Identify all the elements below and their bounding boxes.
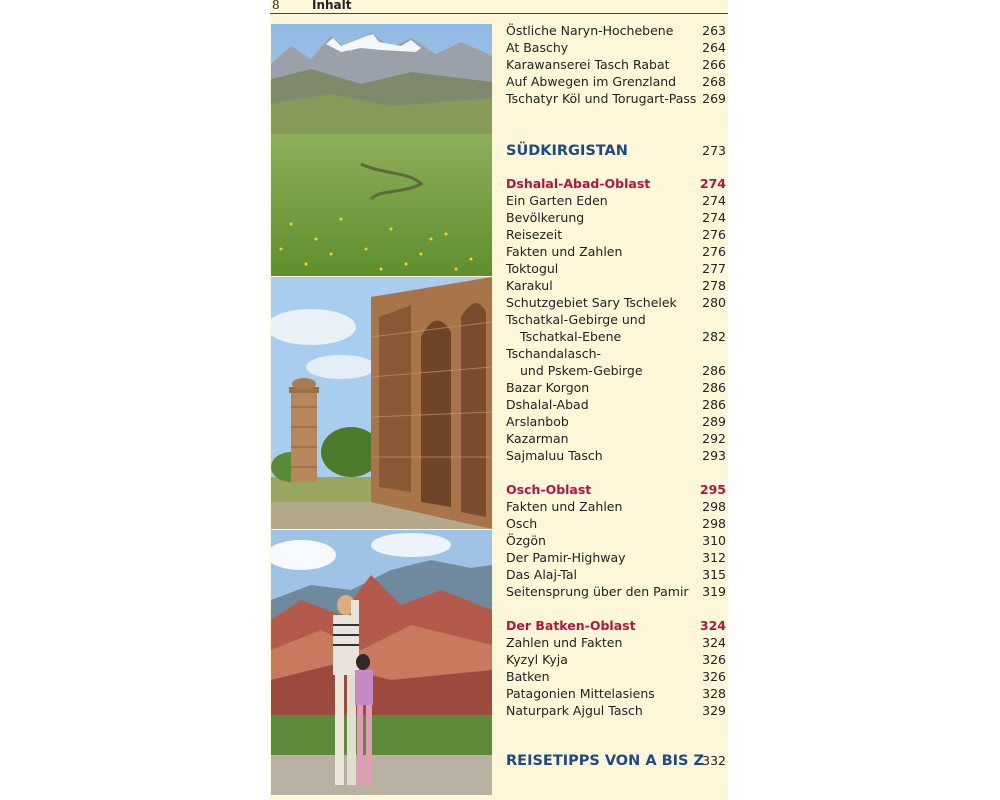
toc-entry <box>506 277 726 294</box>
mountain-valley-photo <box>271 24 492 276</box>
toc-entry <box>506 566 726 583</box>
toc-title: Der Batken-Oblast <box>506 618 636 633</box>
toc-title: SÜDKIRGISTAN <box>506 143 628 159</box>
toc-title: Fakten und Zahlen <box>506 244 623 259</box>
toc-page-number: 274 <box>699 176 726 191</box>
toc-page-number: 274 <box>702 210 726 225</box>
toc-entry <box>506 260 726 277</box>
toc-title: Reisezeit <box>506 227 563 242</box>
toc-entry <box>506 702 726 719</box>
toc-title: und Pskem-Gebirge <box>520 363 643 378</box>
toc-title: Auf Abwegen im Grenzland <box>506 74 677 89</box>
toc-subsection <box>506 481 726 498</box>
tower-and-caravanserai-photo <box>271 277 492 529</box>
page-header-title: Inhalt <box>312 0 352 12</box>
toc-entry <box>506 549 726 566</box>
toc-entry <box>506 396 726 413</box>
toc-page-number: 266 <box>702 57 726 72</box>
toc-page-number: 326 <box>702 669 726 684</box>
toc-title: Tschatkal-Gebirge und <box>506 312 646 327</box>
toc-page-number: 292 <box>702 431 726 446</box>
toc-entry <box>506 311 726 328</box>
toc-page-number: 280 <box>702 295 726 310</box>
toc-page-number: 273 <box>702 143 726 158</box>
toc-page-number: 277 <box>702 261 726 276</box>
toc-entry <box>506 243 726 260</box>
toc-page-number: 274 <box>702 193 726 208</box>
toc-entry <box>506 226 726 243</box>
toc-title: Zahlen und Fakten <box>506 635 623 650</box>
toc-subsection <box>506 617 726 634</box>
red-mountains-hikers-photo <box>271 530 492 795</box>
toc-entry <box>506 39 726 56</box>
toc-page-number: 295 <box>699 482 726 497</box>
toc-title: Patagonien Mittelasiens <box>506 686 655 701</box>
toc-page-number: 310 <box>702 533 726 548</box>
toc-page-number: 286 <box>702 363 726 378</box>
toc-title: Karakul <box>506 278 553 293</box>
toc-entry <box>506 73 726 90</box>
toc-entry <box>506 515 726 532</box>
toc-entry <box>506 192 726 209</box>
toc-page-number: 319 <box>702 584 726 599</box>
toc-page-number: 329 <box>702 703 726 718</box>
toc-section <box>506 751 726 771</box>
toc-entry <box>506 362 726 379</box>
toc-entry <box>506 668 726 685</box>
toc-title: Sajmaluu Tasch <box>506 448 603 463</box>
toc-page-number: 298 <box>702 516 726 531</box>
toc-title: Ein Garten Eden <box>506 193 608 208</box>
toc-title: Tschatkal-Ebene <box>520 329 622 344</box>
toc-page-number: 276 <box>702 227 726 242</box>
toc-title: REISETIPPS VON A BIS Z <box>506 753 705 769</box>
toc-title: Schutzgebiet Sary Tschelek <box>506 295 677 310</box>
toc-page-number: 293 <box>702 448 726 463</box>
toc-entry <box>506 56 726 73</box>
page-header <box>270 0 728 14</box>
toc-entry <box>506 345 726 362</box>
toc-title: Seitensprung über den Pamir <box>506 584 689 599</box>
toc-title: Das Alaj-Tal <box>506 567 577 582</box>
toc-page-number: 286 <box>702 397 726 412</box>
toc-title: Dshalal-Abad <box>506 397 589 412</box>
toc-title: Bevölkerung <box>506 210 585 225</box>
toc-title: Dshalal-Abad-Oblast <box>506 176 651 191</box>
toc-page-number: 315 <box>702 567 726 582</box>
toc-title: Karawanserei Tasch Rabat <box>506 57 670 72</box>
toc-title: Naturpark Ajgul Tasch <box>506 703 643 718</box>
toc-page-number: 264 <box>702 40 726 55</box>
toc-title: Fakten und Zahlen <box>506 499 623 514</box>
toc-subsection <box>506 175 726 192</box>
toc-page-number: 332 <box>702 753 726 768</box>
toc-page-number: 289 <box>702 414 726 429</box>
toc-entry <box>506 685 726 702</box>
toc-entry <box>506 447 726 464</box>
toc-title: Osch-Oblast <box>506 482 592 497</box>
toc-title: Bazar Korgon <box>506 380 590 395</box>
toc-title: Kyzyl Kyja <box>506 652 568 667</box>
toc-entry <box>506 209 726 226</box>
toc-page-number: 324 <box>702 635 726 650</box>
toc-title: At Baschy <box>506 40 569 55</box>
toc-entry <box>506 583 726 600</box>
toc-entry <box>506 430 726 447</box>
toc-page-number: 326 <box>702 652 726 667</box>
toc-page-number: 328 <box>702 686 726 701</box>
toc-page-number: 298 <box>702 499 726 514</box>
toc-title: Tschandalasch- <box>506 346 602 361</box>
toc-page-number: 278 <box>702 278 726 293</box>
toc-title: Tschatyr Köl und Torugart-Pass <box>506 91 697 106</box>
toc-entry <box>506 90 726 107</box>
toc-title: Östliche Naryn-Hochebene <box>506 23 674 38</box>
toc-title: Arslanbob <box>506 414 569 429</box>
toc-page-number: 268 <box>702 74 726 89</box>
toc-page-number: 276 <box>702 244 726 259</box>
toc-page-number: 282 <box>702 329 726 344</box>
toc-entry <box>506 498 726 515</box>
toc-title: Toktogul <box>506 261 559 276</box>
toc-page-number: 286 <box>702 380 726 395</box>
toc-entry <box>506 651 726 668</box>
toc-title: Batken <box>506 669 550 684</box>
toc-entry <box>506 413 726 430</box>
toc-entry <box>506 379 726 396</box>
toc-title: Özgön <box>506 533 546 548</box>
toc-page-number: 269 <box>702 91 726 106</box>
toc-page-number: 312 <box>702 550 726 565</box>
toc-title: Kazarman <box>506 431 569 446</box>
toc-page-number: 324 <box>699 618 726 633</box>
toc-page-number: 263 <box>702 23 726 38</box>
toc-section <box>506 141 726 161</box>
toc-entry <box>506 294 726 311</box>
toc-title: Osch <box>506 516 538 531</box>
page-number: 8 <box>272 0 280 12</box>
toc-entry <box>506 532 726 549</box>
toc-entry <box>506 22 726 39</box>
toc-title: Der Pamir-Highway <box>506 550 626 565</box>
toc-entry <box>506 328 726 345</box>
toc-entry <box>506 634 726 651</box>
